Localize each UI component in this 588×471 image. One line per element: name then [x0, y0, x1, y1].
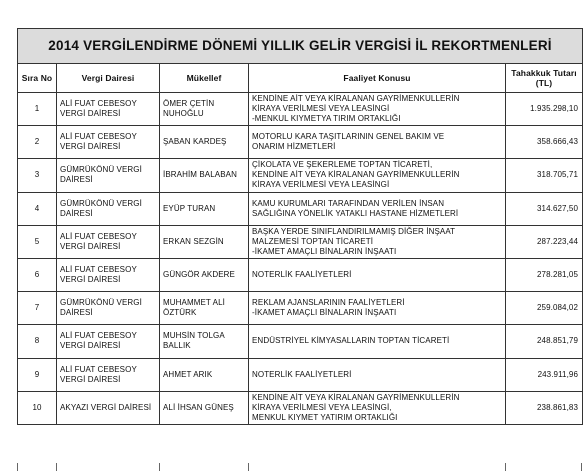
cell-sira-no: 6	[18, 258, 57, 291]
table-row	[18, 292, 583, 325]
column-border-tick	[248, 463, 249, 471]
cell-mukellef: İBRAHİM BALABAN	[160, 159, 249, 192]
cell-sira-no: 5	[18, 225, 57, 258]
rekortmen-table	[17, 28, 583, 425]
cell-faaliyet-konusu: MOTORLU KARA TAŞITLARININ GENEL BAKIM VE ONARIM HİZMETLERİ	[249, 126, 506, 159]
header-vergi-dairesi: Vergi Dairesi	[57, 64, 160, 93]
cell-tahakkuk-tutari: 243.911,96	[506, 358, 583, 391]
header-mukellef: Mükellef	[160, 64, 249, 93]
cell-vergi-dairesi: ALİ FUAT CEBESOY VERGİ DAİRESİ	[57, 93, 160, 126]
cell-vergi-dairesi: ALİ FUAT CEBESOY VERGİ DAİRESİ	[57, 258, 160, 291]
cell-tahakkuk-tutari: 314.627,50	[506, 192, 583, 225]
cell-mukellef: ŞABAN KARDEŞ	[160, 126, 249, 159]
cell-tahakkuk-tutari: 358.666,43	[506, 126, 583, 159]
next-row-border-strip	[17, 460, 582, 471]
cell-faaliyet-konusu: ENDÜSTRİYEL KİMYASALLARIN TOPTAN TİCARETİ	[249, 325, 506, 358]
table-row	[18, 93, 583, 126]
table-row	[18, 358, 583, 391]
cell-vergi-dairesi: ALİ FUAT CEBESOY VERGİ DAİRESİ	[57, 126, 160, 159]
table-row	[18, 126, 583, 159]
cell-vergi-dairesi: GÜMRÜKÖNÜ VERGİ DAİRESİ	[57, 292, 160, 325]
cell-vergi-dairesi: AKYAZI VERGİ DAİRESİ	[57, 391, 160, 424]
cell-mukellef: ÖMER ÇETİN NUHOĞLU	[160, 93, 249, 126]
cell-vergi-dairesi: GÜMRÜKÖNÜ VERGİ DAİRESİ	[57, 159, 160, 192]
cell-faaliyet-konusu: BAŞKA YERDE SINIFLANDIRILMAMIŞ DİĞER İNŞAAT MALZEMESİ TOPTAN TİCARETİ -İKAMET AMAÇLI BİNALARIN İNŞAATI	[249, 225, 506, 258]
cell-sira-no: 1	[18, 93, 57, 126]
cell-tahakkuk-tutari: 287.223,44	[506, 225, 583, 258]
cell-faaliyet-konusu: NOTERLİK FAALİYETLERİ	[249, 358, 506, 391]
cell-vergi-dairesi: ALİ FUAT CEBESOY VERGİ DAİRESİ	[57, 325, 160, 358]
cell-tahakkuk-tutari: 318.705,71	[506, 159, 583, 192]
table-row	[18, 225, 583, 258]
header-tahakkuk-tutari: Tahakkuk Tutarı (TL)	[506, 64, 583, 93]
cell-vergi-dairesi: GÜMRÜKÖNÜ VERGİ DAİRESİ	[57, 192, 160, 225]
table-row	[18, 391, 583, 424]
cell-faaliyet-konusu: KENDİNE AİT VEYA KİRALANAN GAYRİMENKULLERİN KİRAYA VERİLMESİ VEYA LEASİNGİ -MENKUL KIYMETYA TIRIM ORTAKLIĞI	[249, 93, 506, 126]
cell-mukellef: MUHSİN TOLGA BALLIK	[160, 325, 249, 358]
cell-tahakkuk-tutari: 238.861,83	[506, 391, 583, 424]
header-sira-no: Sıra No	[18, 64, 57, 93]
cell-vergi-dairesi: ALİ FUAT CEBESOY VERGİ DAİRESİ	[57, 358, 160, 391]
table-row	[18, 192, 583, 225]
column-border-tick	[17, 463, 18, 471]
cell-sira-no: 10	[18, 391, 57, 424]
cell-mukellef: MUHAMMET ALİ ÖZTÜRK	[160, 292, 249, 325]
cell-mukellef: AHMET ARIK	[160, 358, 249, 391]
column-border-tick	[159, 463, 160, 471]
cell-sira-no: 4	[18, 192, 57, 225]
cell-mukellef: EYÜP TURAN	[160, 192, 249, 225]
cell-faaliyet-konusu: KENDİNE AİT VEYA KİRALANAN GAYRİMENKULLERİN KİRAYA VERİLMESİ VEYA LEASİNGİ, MENKUL KIYMET YATIRIM ORTAKLIĞI	[249, 391, 506, 424]
column-border-tick	[505, 463, 506, 471]
column-border-tick	[581, 463, 582, 471]
cell-sira-no: 7	[18, 292, 57, 325]
cell-tahakkuk-tutari: 259.084,02	[506, 292, 583, 325]
cell-sira-no: 8	[18, 325, 57, 358]
cell-sira-no: 9	[18, 358, 57, 391]
cell-tahakkuk-tutari: 1.935.298,10	[506, 93, 583, 126]
cell-tahakkuk-tutari: 278.281,05	[506, 258, 583, 291]
header-faaliyet-konusu: Faaliyet Konusu	[249, 64, 506, 93]
cell-vergi-dairesi: ALİ FUAT CEBESOY VERGİ DAİRESİ	[57, 225, 160, 258]
cell-mukellef: ALİ İHSAN GÜNEŞ	[160, 391, 249, 424]
table-title: 2014 VERGİLENDİRME DÖNEMİ YILLIK GELİR VERGİSİ İL REKORTMENLERİ	[18, 29, 583, 64]
cell-faaliyet-konusu: KAMU KURUMLARI TARAFINDAN VERİLEN İNSAN SAĞLIĞINA YÖNELİK YATAKLI HASTANE HİZMETLERİ	[249, 192, 506, 225]
cell-faaliyet-konusu: NOTERLİK FAALİYETLERİ	[249, 258, 506, 291]
cell-mukellef: GÜNGÖR AKDERE	[160, 258, 249, 291]
cell-faaliyet-konusu: ÇİKOLATA VE ŞEKERLEME TOPTAN TİCARETİ, KENDİNE AİT VEYA KİRALANAN GAYRİMENKULLERİN KİRAYA VERİLMESİ VEYA LEASİNGİ	[249, 159, 506, 192]
cell-tahakkuk-tutari: 248.851,79	[506, 325, 583, 358]
cell-sira-no: 2	[18, 126, 57, 159]
table-row	[18, 258, 583, 291]
cell-mukellef: ERKAN SEZGİN	[160, 225, 249, 258]
rekortmen-sheet	[17, 28, 582, 425]
header-row	[18, 64, 583, 93]
column-border-tick	[56, 463, 57, 471]
table-row	[18, 325, 583, 358]
cell-faaliyet-konusu: REKLAM AJANSLARININ FAALİYETLERİ -İKAMET AMAÇLI BİNALARIN İNŞAATI	[249, 292, 506, 325]
cell-sira-no: 3	[18, 159, 57, 192]
table-row	[18, 159, 583, 192]
